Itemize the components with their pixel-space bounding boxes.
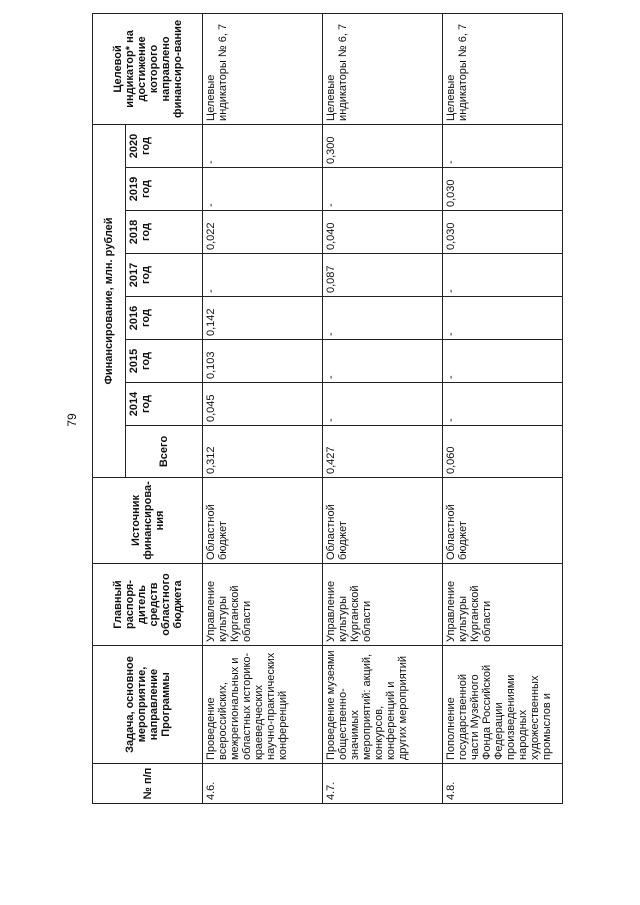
row-year-2015: 0,103: [203, 340, 323, 383]
header-year-2020: 2020 год: [126, 124, 203, 167]
header-year-2017: 2017 год: [126, 254, 203, 297]
row-task: Проведение музеями общественно-значимых мероприятий: акций, конкурсов, конференций и других мероприятий: [323, 646, 443, 764]
header-num: № п/п: [93, 764, 203, 804]
row-year-2019: 0,030: [443, 168, 563, 211]
row-year-2014: -: [443, 383, 563, 426]
row-num: 4.8.: [443, 764, 563, 804]
header-indicator: Целевой индикатор* на достижение которого направлено финансиро-вание: [93, 13, 203, 124]
header-row-top: [93, 13, 126, 803]
row-total: 0,060: [443, 426, 563, 478]
header-year-2016: 2016 год: [126, 297, 203, 340]
row-year-2018: 0,030: [443, 211, 563, 254]
row-year-2017: 0,087: [323, 254, 443, 297]
header-total: Всего: [126, 426, 203, 478]
row-year-2019: -: [323, 168, 443, 211]
header-manager: Главный распоря-дитель средств областного бюджета: [93, 564, 203, 646]
row-year-2017: -: [203, 254, 323, 297]
rotated-table-container: [92, 14, 552, 804]
table-row: [203, 13, 323, 803]
row-manager: Управление культуры Курганской области: [203, 564, 323, 646]
row-total: 0,427: [323, 426, 443, 478]
row-source: Областной бюджет: [203, 478, 323, 564]
row-source: Областной бюджет: [443, 478, 563, 564]
row-total: 0,312: [203, 426, 323, 478]
row-indicator: Целевые индикаторы № 6, 7: [323, 13, 443, 124]
header-year-2014: 2014 год: [126, 383, 203, 426]
row-year-2020: -: [443, 124, 563, 167]
row-year-2016: -: [323, 297, 443, 340]
row-task: Проведение всероссийских, межрегиональных и областных историко-краеведческих научно-практических конференций: [203, 646, 323, 764]
row-year-2015: -: [443, 340, 563, 383]
header-financing: Финансирование, млн. рублей: [93, 124, 126, 477]
row-year-2014: 0,045: [203, 383, 323, 426]
header-year-2019: 2019 год: [126, 168, 203, 211]
row-year-2020: 0,300: [323, 124, 443, 167]
row-manager: Управление культуры Курганской области: [443, 564, 563, 646]
row-year-2020: -: [203, 124, 323, 167]
row-year-2016: -: [443, 297, 563, 340]
row-year-2014: -: [323, 383, 443, 426]
header-year-2018: 2018 год: [126, 211, 203, 254]
row-year-2015: -: [323, 340, 443, 383]
header-source: Источник финансирова-ния: [93, 478, 203, 564]
row-indicator: Целевые индикаторы № 6, 7: [203, 13, 323, 124]
row-task: Пополнение государственной части Музейного Фонда Российской Федерации произведениями народных художественных промыслов и: [443, 646, 563, 764]
header-year-2015: 2015 год: [126, 340, 203, 383]
financing-table: [92, 13, 563, 804]
row-year-2016: 0,142: [203, 297, 323, 340]
row-year-2018: 0,040: [323, 211, 443, 254]
header-task: Задача, основное мероприятие, направление Программы: [93, 646, 203, 764]
row-year-2017: -: [443, 254, 563, 297]
page-number: 79: [65, 413, 79, 427]
row-num: 4.6.: [203, 764, 323, 804]
table-row: [443, 13, 563, 803]
row-source: Областной бюджет: [323, 478, 443, 564]
row-year-2019: -: [203, 168, 323, 211]
table-row: [323, 13, 443, 803]
row-year-2018: 0,022: [203, 211, 323, 254]
row-manager: Управление культуры Курганской области: [323, 564, 443, 646]
row-indicator: Целевые индикаторы № 6, 7: [443, 13, 563, 124]
row-num: 4.7.: [323, 764, 443, 804]
